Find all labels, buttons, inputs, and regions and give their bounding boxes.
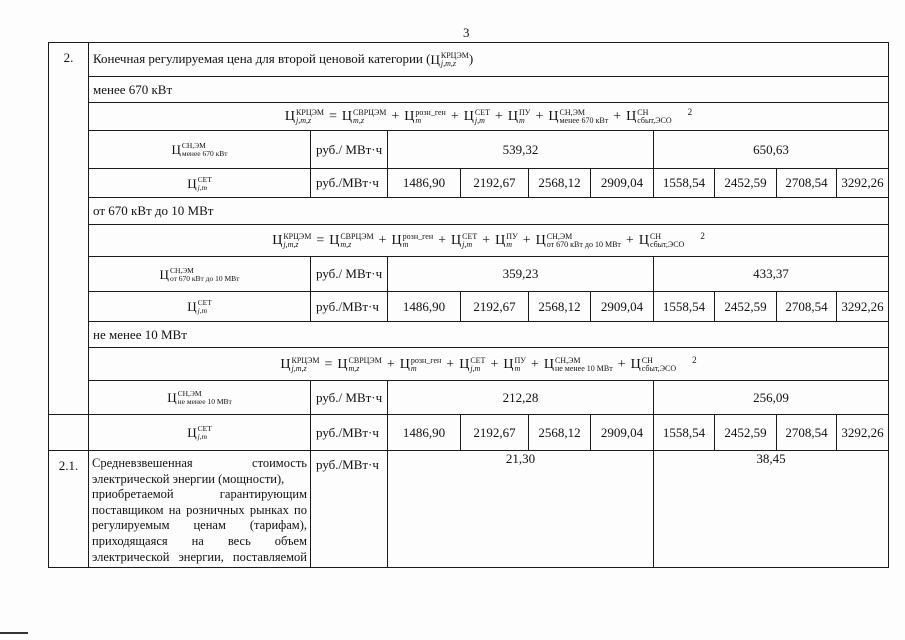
value-cell: 2909,04 <box>591 169 654 198</box>
price-symbol <box>280 357 319 373</box>
symbol-base: Ц <box>503 356 514 372</box>
row-number-cell-empty <box>49 415 89 451</box>
symbol-scripts <box>403 233 433 249</box>
formula-cell <box>89 348 889 381</box>
price-symbol <box>171 142 227 158</box>
description-line: приходящаяся на весь объем <box>92 533 307 548</box>
symbol-superscript: КРЦЭМ <box>296 108 325 117</box>
symbol-subscript: m <box>402 240 409 249</box>
symbol-scripts <box>198 176 212 192</box>
symbol-subscript: j,m <box>474 116 485 125</box>
value-cell: 2452,59 <box>715 169 777 198</box>
unit-cell: руб./МВт·ч <box>311 292 388 322</box>
symbol-subscript: j,m,z <box>440 59 456 68</box>
value-cell: 2192,67 <box>461 415 529 451</box>
formula-operator: + <box>625 233 634 248</box>
group-heading-cell <box>89 198 889 225</box>
group-heading-cell <box>89 77 889 103</box>
symbol-base: Ц <box>159 266 169 282</box>
table-row <box>49 322 889 348</box>
page-number: 3 <box>463 25 470 40</box>
unit-cell: руб./ МВт·ч <box>311 257 388 292</box>
symbol-superscript: СЕТ <box>470 355 486 365</box>
symbol-base: Ц <box>399 356 410 372</box>
value-cell: 21,30 <box>388 451 654 568</box>
symbol-superscript: СН,ЭМ <box>169 265 194 275</box>
description-cell <box>89 451 311 568</box>
symbol-base: Ц <box>495 233 506 248</box>
symbol-scripts <box>283 233 311 249</box>
network-symbol-cell <box>89 169 311 198</box>
value-cell: 2452,59 <box>715 292 777 322</box>
symbol-base: Ц <box>463 109 474 124</box>
group-heading: не менее 10 МВт <box>93 326 187 342</box>
symbol-base: Ц <box>535 233 546 248</box>
symbol-subscript: не менее 10 МВт <box>554 363 613 373</box>
unit-cell: руб./МВт·ч <box>311 415 388 451</box>
symbol-base: Ц <box>280 356 291 372</box>
price-symbol <box>337 357 381 373</box>
formula-operator: + <box>490 356 499 372</box>
price-symbol <box>451 233 477 249</box>
price-symbol <box>631 357 677 373</box>
table-row <box>49 131 889 169</box>
formula-operator: = <box>324 356 333 372</box>
price-formula <box>280 354 697 373</box>
value-cell: 1486,90 <box>388 292 461 322</box>
value-cell: 2192,67 <box>461 169 529 198</box>
value-cell: 3292,26 <box>837 169 889 198</box>
symbol-subscript: сбыт,ЭСО <box>641 363 677 373</box>
price-symbol <box>285 109 324 125</box>
symbol-scripts <box>462 233 477 249</box>
symbol-scripts <box>411 357 441 373</box>
symbol-base: Ц <box>543 356 554 372</box>
symbol-superscript: СЕТ <box>462 232 478 241</box>
price-formula <box>285 109 692 125</box>
symbol-superscript: СН,ЭМ <box>554 355 581 365</box>
unit-cell: руб./ МВт·ч <box>311 131 388 169</box>
value-cell: 1486,90 <box>388 415 461 451</box>
symbol-base: Ц <box>284 109 296 124</box>
symbol-superscript: СН <box>637 108 649 117</box>
formula-operator: + <box>438 233 447 248</box>
symbol-base: Ц <box>630 356 641 372</box>
group-heading: менее 670 кВт <box>93 81 173 97</box>
price-symbol <box>400 357 442 373</box>
symbol-base: Ц <box>391 233 402 248</box>
price-symbol <box>503 357 526 373</box>
symbol-base: Ц <box>430 52 440 67</box>
symbol-scripts <box>506 233 517 249</box>
value-cell: 2708,54 <box>777 292 837 322</box>
table-row <box>49 198 889 225</box>
formula-operator: + <box>522 233 531 248</box>
unit-cell: руб./МВт·ч <box>311 451 388 568</box>
value-cell: 1558,54 <box>654 292 715 322</box>
symbol-superscript: КРЦЭМ <box>440 51 469 60</box>
symbol-base: Ц <box>171 142 181 157</box>
symbol-subscript: j,m <box>197 306 207 315</box>
component-symbol-cell <box>89 381 311 415</box>
symbol-base: Ц <box>187 299 197 314</box>
symbol-base: Ц <box>329 233 340 248</box>
symbol-superscript: СН,ЭМ <box>546 232 573 241</box>
symbol-base: Ц <box>337 356 348 372</box>
value-cell: 433,37 <box>654 257 889 292</box>
value-cell: 359,23 <box>388 257 654 292</box>
symbol-superscript: СВРЦЭМ <box>353 108 387 117</box>
scan-artifact <box>0 632 28 634</box>
value-cell: 1558,54 <box>654 169 715 198</box>
symbol-subscript: m <box>506 240 513 249</box>
tariff-table <box>48 42 889 568</box>
symbol-superscript: СЕТ <box>474 108 490 117</box>
value-cell: 2708,54 <box>777 415 837 451</box>
symbol-subscript: m <box>514 363 521 373</box>
value-cell: 650,63 <box>654 131 889 169</box>
symbol-subscript: менее 670 кВт <box>181 149 228 158</box>
symbol-subscript: сбыт,ЭСО <box>649 240 685 249</box>
row-number: 2.1. <box>58 458 79 473</box>
symbol-base: Ц <box>341 109 353 124</box>
title-symbol <box>430 51 468 66</box>
row-number-cell <box>49 43 89 415</box>
price-symbol <box>544 357 613 373</box>
symbol-base: Ц <box>187 425 197 440</box>
group-heading-cell <box>89 322 889 348</box>
symbol-scripts <box>470 357 485 373</box>
description-line: приобретаемой гарантирующим <box>92 487 307 502</box>
symbol-superscript: СН <box>641 355 653 365</box>
footnote-mark: 2 <box>692 354 697 365</box>
symbol-scripts <box>182 142 228 158</box>
symbol-scripts <box>349 357 382 373</box>
price-symbol <box>167 390 232 406</box>
table-row <box>49 103 889 131</box>
row-number-cell <box>49 451 89 568</box>
symbol-subscript: не менее 10 МВт <box>177 397 232 406</box>
symbol-superscript: СН,ЭМ <box>559 108 585 117</box>
description-line: электрической энергии (мощности), <box>92 471 285 486</box>
price-symbol <box>187 425 212 441</box>
symbol-subscript: m <box>519 116 525 125</box>
price-symbol <box>548 109 608 125</box>
price-symbol <box>392 233 434 249</box>
symbol-base: Ц <box>451 233 462 248</box>
section-title-close: ) <box>468 50 474 66</box>
symbol-scripts <box>547 233 621 249</box>
symbol-superscript: СЕТ <box>197 424 212 433</box>
symbol-scripts <box>178 390 232 406</box>
symbol-subscript: m <box>410 363 417 373</box>
symbol-superscript: ПУ <box>519 108 531 117</box>
symbol-subscript: m <box>415 116 422 125</box>
formula-operator: + <box>378 233 387 248</box>
formula-cell <box>89 103 889 131</box>
formula-operator: + <box>446 356 455 372</box>
description-line: регулируемым ценам (тарифам), <box>92 518 307 533</box>
symbol-scripts <box>637 109 671 125</box>
symbol-superscript: СН <box>649 232 662 241</box>
symbol-superscript: СН,ЭМ <box>181 141 206 150</box>
symbol-superscript: ПУ <box>514 355 526 365</box>
symbol-base: Ц <box>507 109 518 124</box>
price-symbol <box>508 109 531 125</box>
value-cell: 2568,12 <box>529 169 591 198</box>
formula-operator: = <box>329 109 337 124</box>
formula-operator: + <box>494 109 503 124</box>
symbol-scripts <box>340 233 373 249</box>
symbol-scripts <box>170 267 240 283</box>
symbol-superscript: розн_ген <box>402 232 434 241</box>
symbol-subscript: j,m <box>462 240 473 249</box>
formula-operator: + <box>386 356 395 372</box>
group-heading: от 670 кВт до 10 МВт <box>93 203 214 218</box>
price-symbol <box>459 357 485 373</box>
symbol-base: Ц <box>404 109 415 124</box>
footnote-mark: 2 <box>687 107 693 117</box>
symbol-scripts <box>650 233 684 249</box>
unit-cell: руб./МВт·ч <box>311 169 388 198</box>
description-line: поставщиком на розничных рынках по <box>92 502 307 517</box>
symbol-base: Ц <box>548 109 559 124</box>
description-line: электрической энергии, поставляемой <box>92 549 307 564</box>
value-cell: 2909,04 <box>591 415 654 451</box>
price-symbol <box>626 109 672 125</box>
formula-operator: + <box>530 356 539 372</box>
symbol-subscript: от 670 кВт до 10 МВт <box>546 240 621 249</box>
symbol-scripts <box>292 357 320 373</box>
symbol-subscript: j,m,z <box>291 363 307 373</box>
symbol-base: Ц <box>626 109 637 124</box>
network-symbol-cell <box>89 292 311 322</box>
symbol-scripts <box>198 425 212 441</box>
price-symbol <box>536 233 621 249</box>
price-symbol <box>160 267 240 283</box>
symbol-scripts <box>519 109 530 125</box>
symbol-superscript: СВРЦЭМ <box>348 355 382 365</box>
symbol-scripts <box>559 109 608 125</box>
symbol-subscript: m,z <box>353 116 364 125</box>
symbol-superscript: КРЦЭМ <box>283 232 312 241</box>
symbol-scripts <box>475 109 490 125</box>
symbol-scripts <box>642 357 676 373</box>
price-symbol <box>495 233 518 249</box>
symbol-subscript: m,z <box>340 240 352 249</box>
section-title-cell <box>89 43 889 77</box>
formula-cell <box>89 225 889 257</box>
symbol-base: Ц <box>459 356 470 372</box>
symbol-subscript: сбыт,ЭСО <box>637 116 672 125</box>
value-cell: 2909,04 <box>591 292 654 322</box>
value-cell: 2452,59 <box>715 415 777 451</box>
symbol-subscript: j,m <box>197 182 207 192</box>
footnote-mark: 2 <box>700 231 705 241</box>
price-symbol <box>342 109 386 125</box>
network-symbol-cell <box>89 415 311 451</box>
formula-operator: + <box>617 356 626 372</box>
formula-operator: = <box>316 233 325 248</box>
symbol-scripts <box>514 357 525 373</box>
row-number: 2. <box>63 50 74 65</box>
symbol-base: Ц <box>187 175 197 191</box>
value-cell: 2568,12 <box>529 292 591 322</box>
table-row <box>49 77 889 103</box>
table-row <box>49 348 889 381</box>
value-cell: 539,32 <box>388 131 654 169</box>
symbol-scripts <box>415 109 445 125</box>
formula-operator: + <box>450 109 459 124</box>
price-symbol <box>272 233 311 249</box>
price-symbol <box>464 109 490 125</box>
value-cell: 256,09 <box>654 381 889 415</box>
component-symbol-cell <box>89 257 311 292</box>
price-symbol <box>187 176 212 192</box>
symbol-superscript: СЕТ <box>197 174 212 184</box>
symbol-superscript: СН,ЭМ <box>177 389 202 398</box>
symbol-superscript: розн_ген <box>415 108 446 117</box>
symbol-scripts <box>296 109 324 125</box>
symbol-subscript: j,m <box>470 363 481 373</box>
symbol-superscript: СВРЦЭМ <box>340 232 374 241</box>
symbol-superscript: СЕТ <box>197 298 212 307</box>
formula-operator: + <box>613 109 622 124</box>
symbol-base: Ц <box>272 233 283 248</box>
symbol-subscript: от 670 кВт до 10 МВт <box>169 273 240 283</box>
unit-cell: руб./ МВт·ч <box>311 381 388 415</box>
symbol-base: Ц <box>638 233 649 248</box>
formula-operator: + <box>482 233 491 248</box>
table-row <box>49 43 889 77</box>
price-symbol <box>404 109 446 125</box>
value-cell: 1558,54 <box>654 415 715 451</box>
symbol-superscript: КРЦЭМ <box>291 355 320 365</box>
price-symbol <box>187 299 212 315</box>
value-cell: 2568,12 <box>529 415 591 451</box>
value-cell: 2708,54 <box>777 169 837 198</box>
symbol-base: Ц <box>167 390 177 405</box>
price-symbol <box>329 233 373 249</box>
value-cell: 3292,26 <box>837 292 889 322</box>
symbol-scripts <box>198 299 212 315</box>
value-cell: 3292,26 <box>837 415 889 451</box>
price-formula <box>272 233 705 249</box>
section-title: Конечная регулируемая цена для второй ценовой категории ( <box>93 50 431 66</box>
symbol-scripts <box>441 52 469 68</box>
formula-operator: + <box>391 109 400 124</box>
symbol-superscript: ПУ <box>506 232 518 241</box>
value-cell: 1486,90 <box>388 169 461 198</box>
table-row <box>49 169 889 198</box>
price-symbol <box>639 233 685 249</box>
symbol-subscript: j,m <box>197 432 207 441</box>
formula-operator: + <box>535 109 544 124</box>
table-row <box>49 415 889 451</box>
symbol-scripts <box>555 357 613 373</box>
table-row <box>49 225 889 257</box>
price-symbol <box>430 52 468 68</box>
symbol-subscript: m,z <box>348 363 360 373</box>
value-cell: 2192,67 <box>461 292 529 322</box>
value-cell: 212,28 <box>388 381 654 415</box>
symbol-subscript: j,m,z <box>296 116 312 125</box>
symbol-scripts <box>353 109 386 125</box>
table-row <box>49 381 889 415</box>
description-line: Средневзвешенная стоимость <box>92 456 307 470</box>
table-row <box>49 451 889 568</box>
table-row <box>49 292 889 322</box>
value-cell: 38,45 <box>654 451 889 568</box>
symbol-superscript: розн_ген <box>410 355 442 365</box>
component-symbol-cell <box>89 131 311 169</box>
table-row <box>49 257 889 292</box>
symbol-subscript: j,m,z <box>283 240 299 249</box>
symbol-subscript: менее 670 кВт <box>559 116 609 125</box>
